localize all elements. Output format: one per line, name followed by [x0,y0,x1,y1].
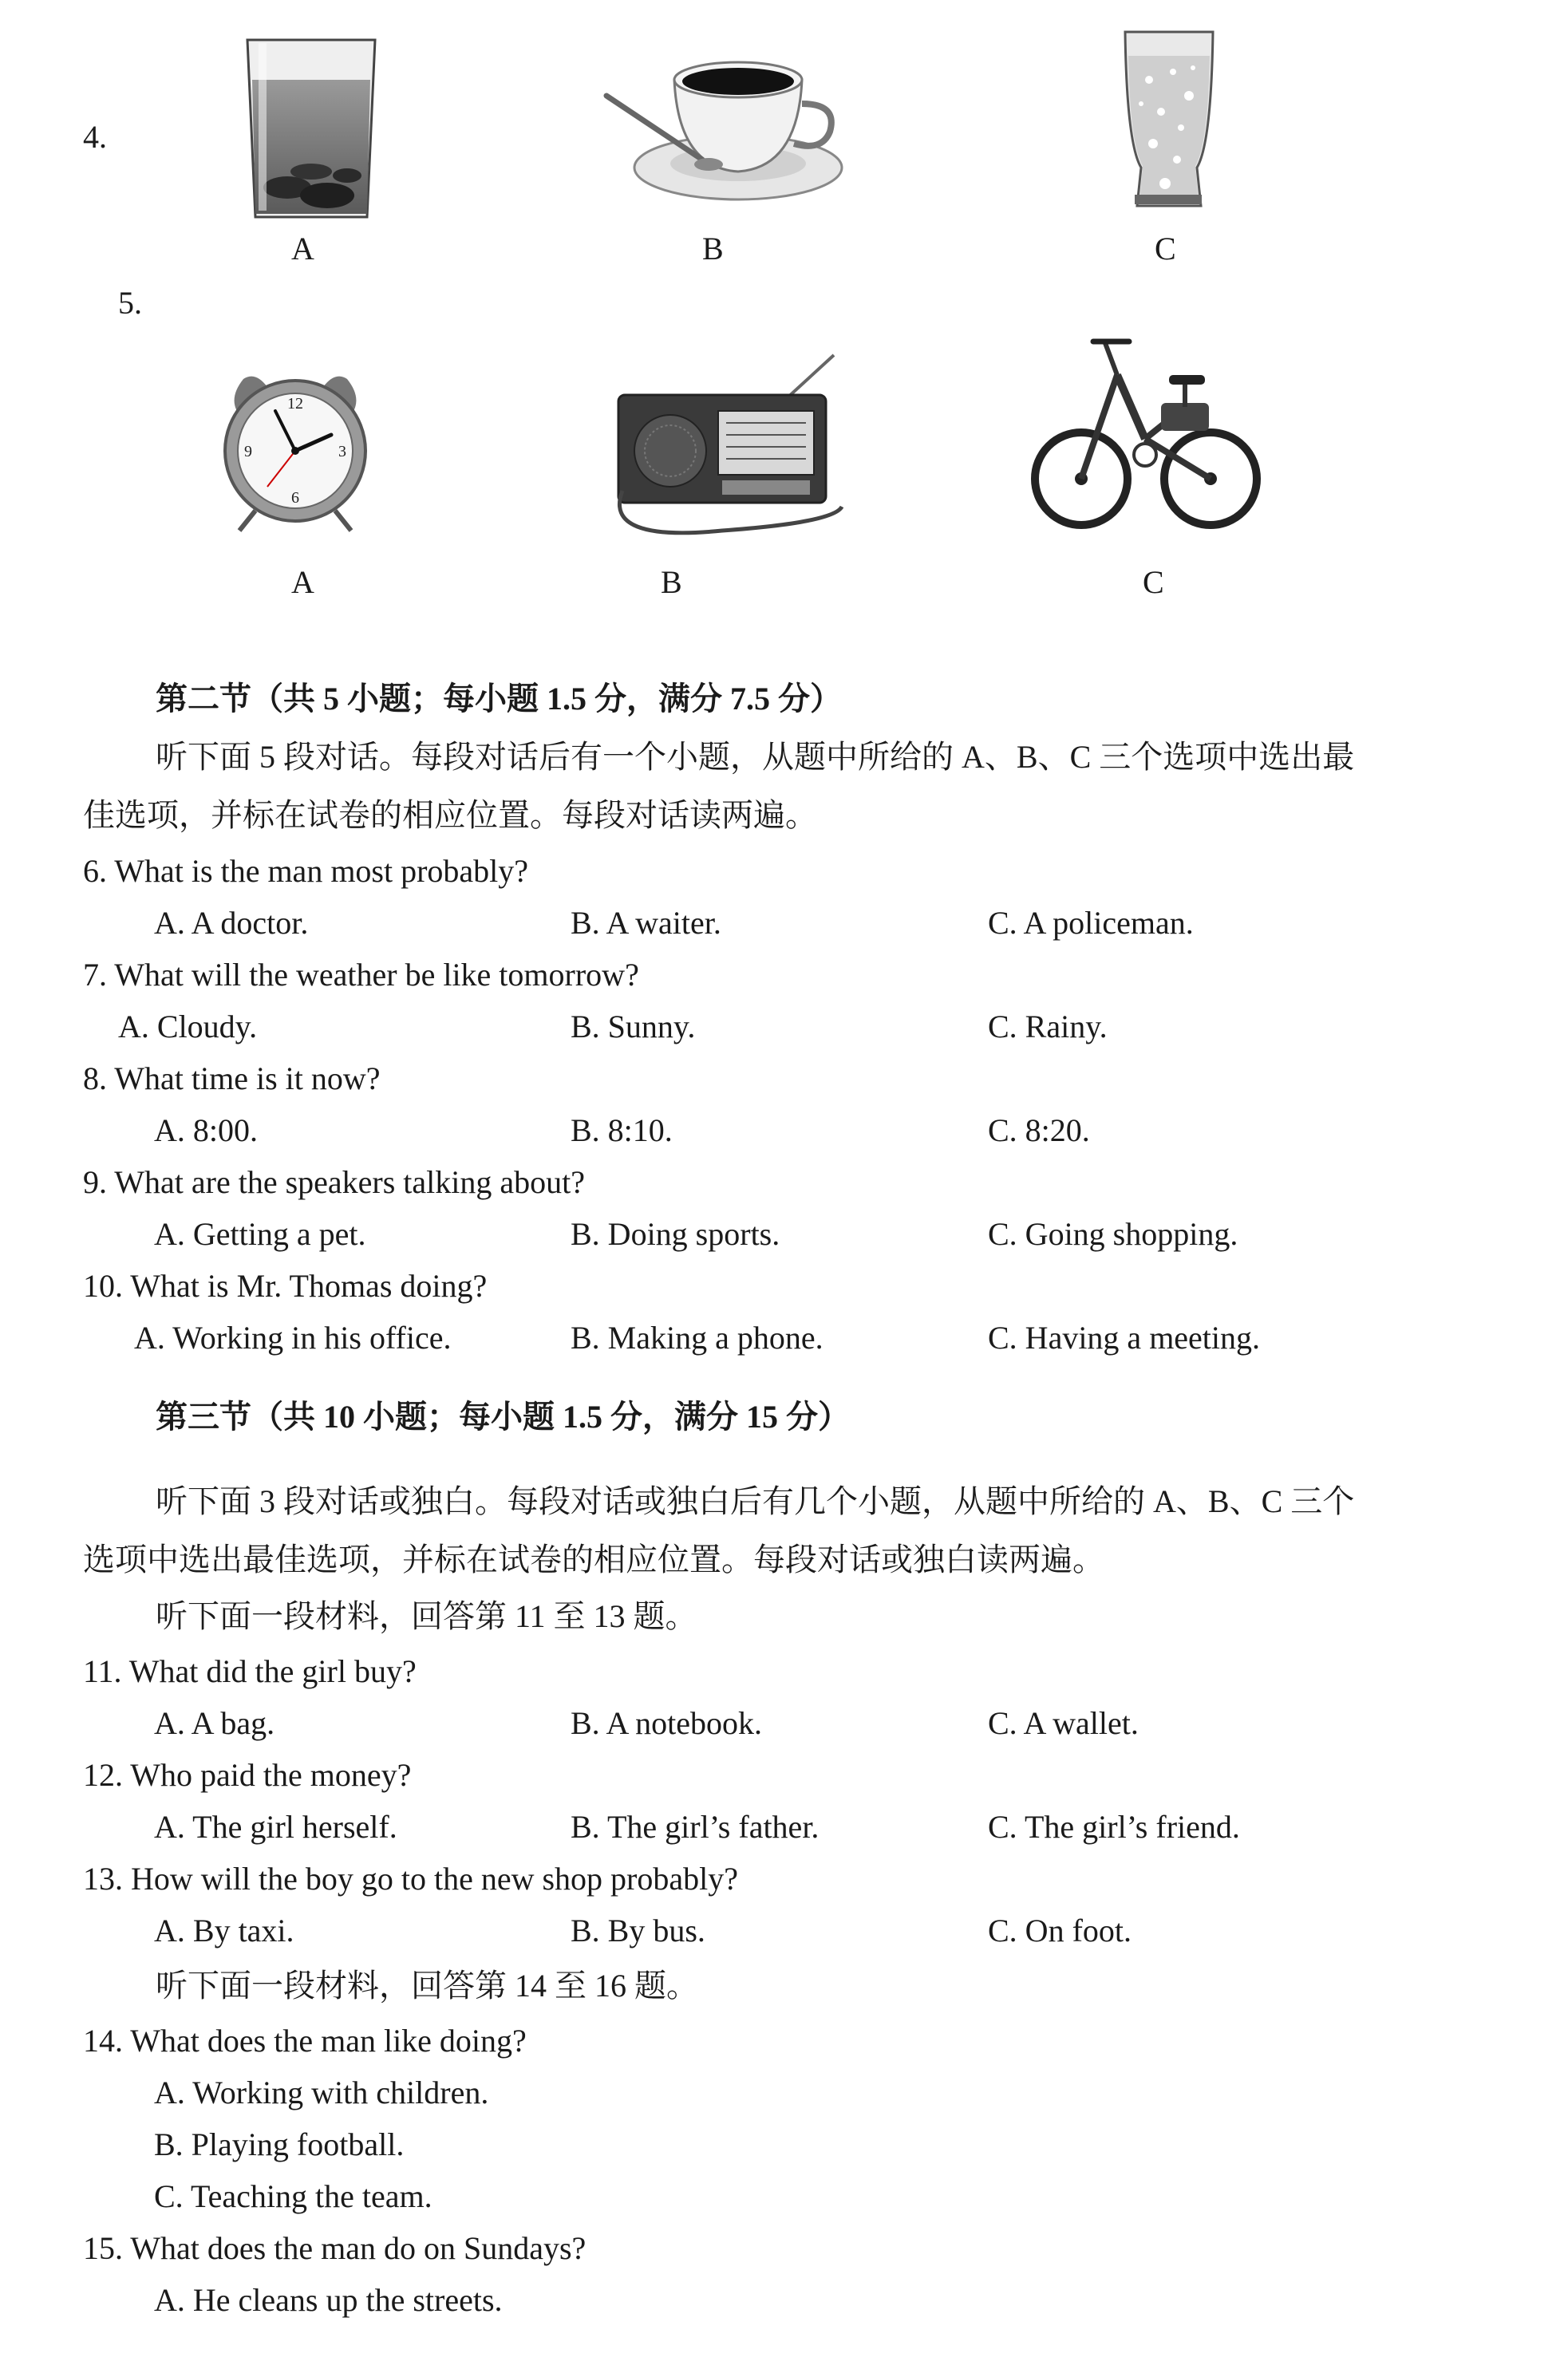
clock-numeral-3: 3 [338,443,346,460]
question-12-stem: 12. Who paid the money? [83,1757,412,1793]
question-13-option-a[interactable]: A. By taxi. [154,1913,294,1949]
question-13-option-b[interactable]: B. By bus. [571,1913,705,1949]
question-10-stem: 10. What is Mr. Thomas doing? [83,1268,488,1304]
question-5-number: 5. [118,285,142,321]
question-8-stem: 8. What time is it now? [83,1060,381,1096]
section-3-heading: 第三节（共 10 小题；每小题 1.5 分，满分 15 分） [156,1399,850,1435]
radio-icon[interactable] [602,351,850,543]
question-13-stem: 13. How will the boy go to the new shop probably? [83,1861,738,1897]
question-14-option-b[interactable]: B. Playing football. [154,2126,405,2162]
question-13-option-c[interactable]: C. On foot. [988,1913,1132,1949]
question-11-option-a[interactable]: A. A bag. [154,1705,275,1741]
bicycle-icon[interactable] [1025,327,1265,535]
question-9-option-a[interactable]: A. Getting a pet. [154,1216,366,1252]
question-6-option-c[interactable]: C. A policeman. [988,905,1194,941]
q4-option-c-label: C [1155,231,1176,267]
question-15-stem: 15. What does the man do on Sundays? [83,2230,587,2266]
question-6-option-b[interactable]: B. A waiter. [571,905,721,941]
sparkling-water-glass-icon[interactable] [1117,24,1221,215]
clock-numeral-6: 6 [291,489,299,507]
question-12-option-a[interactable]: A. The girl herself. [154,1809,397,1845]
clock-numeral-9: 9 [244,443,252,460]
q4-option-a-label: A [291,231,314,267]
question-6-option-a[interactable]: A. A doctor. [154,905,309,941]
question-14-option-c[interactable]: C. Teaching the team. [154,2178,432,2214]
question-11-option-c[interactable]: C. A wallet. [988,1705,1139,1741]
question-8-option-a[interactable]: A. 8:00. [154,1112,258,1148]
q5-option-b-label: B [661,564,682,600]
question-12-option-c[interactable]: C. The girl’s friend. [988,1809,1240,1845]
question-8-option-b[interactable]: B. 8:10. [571,1112,673,1148]
section-3-intro-line-2: 选项中选出最佳选项，并标在试卷的相应位置。每段对话或独白读两遍。 [83,1542,1104,1577]
alarm-clock-icon[interactable] [211,351,379,535]
question-9-option-c[interactable]: C. Going shopping. [988,1216,1238,1252]
question-10-option-b[interactable]: B. Making a phone. [571,1320,823,1356]
clock-numeral-12: 12 [287,395,303,413]
q5-option-c-label: C [1143,564,1164,600]
section-3-material-1: 听下面一段材料，回答第 11 至 13 题。 [156,1598,697,1634]
question-12-option-b[interactable]: B. The girl’s father. [571,1809,820,1845]
question-11-option-b[interactable]: B. A notebook. [571,1705,763,1741]
tea-glass-icon[interactable] [239,32,383,223]
question-9-stem: 9. What are the speakers talking about? [83,1164,586,1200]
question-4-number: 4. [83,119,107,155]
question-6-stem: 6. What is the man most probably? [83,853,529,889]
question-9-option-b[interactable]: B. Doing sports. [571,1216,780,1252]
section-3-material-2: 听下面一段材料，回答第 14 至 16 题。 [156,1968,698,2004]
question-14-option-a[interactable]: A. Working with children. [154,2075,489,2110]
question-11-stem: 11. What did the girl buy? [83,1653,417,1689]
question-7-stem: 7. What will the weather be like tomorrow? [83,957,639,993]
question-7-option-b[interactable]: B. Sunny. [571,1009,696,1044]
question-8-option-c[interactable]: C. 8:20. [988,1112,1090,1148]
section-2-intro-line-1: 听下面 5 段对话。每段对话后有一个小题，从题中所给的 A、B、C 三个选项中选出最 [156,739,1355,775]
q4-option-b-label: B [702,231,724,267]
question-7-option-c[interactable]: C. Rainy. [988,1009,1108,1044]
section-2-heading: 第二节（共 5 小题；每小题 1.5 分，满分 7.5 分） [156,681,842,717]
question-15-option-a[interactable]: A. He cleans up the streets. [154,2282,503,2318]
question-10-option-a[interactable]: A. Working in his office. [134,1320,452,1356]
section-2-intro-line-2: 佳选项，并标在试卷的相应位置。每段对话读两遍。 [83,797,817,833]
question-14-stem: 14. What does the man like doing? [83,2023,527,2059]
question-10-option-c[interactable]: C. Having a meeting. [988,1320,1261,1356]
coffee-cup-icon[interactable] [598,40,854,215]
section-3-intro-line-1: 听下面 3 段对话或独白。每段对话或独白后有几个小题，从题中所给的 A、B、C 三个 [156,1483,1355,1519]
question-7-option-a[interactable]: A. Cloudy. [118,1009,258,1044]
q5-option-a-label: A [291,564,314,600]
